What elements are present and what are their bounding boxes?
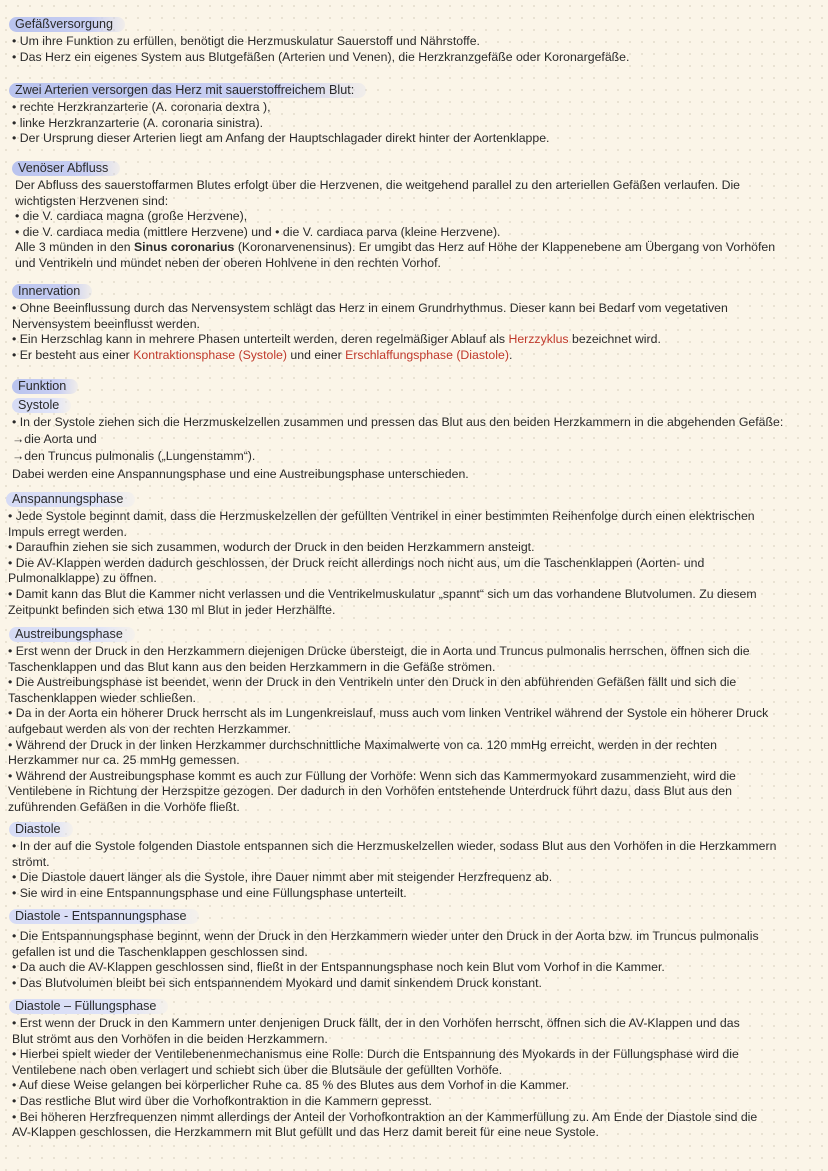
- text-line: aufgebaut werden als von der rechten Herzkammer.: [8, 721, 291, 736]
- term-herzzyklus: Herzzyklus: [508, 332, 569, 347]
- heading-systole: Systole: [12, 398, 71, 413]
- text-line: Blut strömt aus den Vorhöfen in die beiden Herzkammern.: [12, 1031, 328, 1046]
- text-line: • Daraufhin ziehen sie sich zusammen, wodurch der Druck in den beiden Herzkammern ansteigt.: [8, 540, 535, 555]
- text-line: • Damit kann das Blut die Kammer nicht verlassen und die Ventrikelmuskulatur „spannt“ sich um das vorhandene Blutvolumen. Zu diesem: [8, 586, 757, 601]
- text-line: • Hierbei spielt wieder der Ventilebenenmechanismus eine Rolle: Durch die Entspannung des Myokards in der Füllungsphase wird die: [12, 1047, 739, 1062]
- heading-venoeser-abfluss: Venöser Abfluss: [12, 161, 120, 176]
- text-line: [15, 240, 828, 256]
- text-span: (Koronarvenensinus). Er umgibt das Herz auf Höhe der Klappenebene am Übergang von Vorhöfen: [234, 240, 776, 255]
- text-line: • Das restliche Blut wird über die Vorhofkontraktion in die Kammern gepresst.: [12, 1093, 432, 1108]
- heading-anspannungsphase: Anspannungsphase: [6, 492, 135, 507]
- text-line: →den Truncus pulmonalis („Lungenstamm“).: [12, 449, 256, 464]
- text-line: Taschenklappen wieder schließen.: [8, 690, 196, 705]
- text-line: • Das Herz ein eigenes System aus Blutgefäßen (Arterien und Venen), die Herzkranzgefäße oder Koronargefäße.: [12, 49, 630, 64]
- text-line: Ventilebene nach oben verlagert und schiebt sich über die Blutsäule der gefüllten Vorhöfe.: [12, 1062, 503, 1077]
- text-line: • Während der Austreibungsphase kommt es auch zur Füllung der Vorhöfe: Wenn sich das Kammermyokard zusammenzieht, wird die: [8, 768, 736, 783]
- text-line: • Da in der Aorta ein höherer Druck herrscht als im Lungenkreislauf, muss auch vom linken Ventrikel während der Systole ein höherer Druck: [8, 706, 769, 721]
- section-funktion: [0, 379, 828, 482]
- text-line: • Bei höheren Herzfrequenzen nimmt allerdings der Anteil der Vorhofkontraktion an der Kammerfüllung zu. Am Ende der Diastole sind die: [12, 1109, 758, 1124]
- text-line: • Da auch die AV-Klappen geschlossen sind, fließt in der Entspannungsphase noch kein Blut vom Vorhof in die Kammer.: [12, 960, 665, 975]
- text-line: wichtigsten Herzvenen sind:: [15, 193, 169, 208]
- text-line: • Die Entspannungsphase beginnt, wenn der Druck in den Herzkammern wieder unter den Druck in der Aorta bzw. im Truncus pulmonalis: [12, 929, 759, 943]
- text-line: Zeitpunkt befinden sich etwa 130 ml Blut in jeder Herzhälfte.: [8, 602, 336, 617]
- text-line: Dabei werden eine Anspannungsphase und eine Austreibungsphase unterschieden.: [12, 466, 469, 481]
- heading-diastole: Diastole: [9, 822, 73, 837]
- text-line: • Sie wird in eine Entspannungsphase und eine Füllungsphase unterteilt.: [12, 885, 407, 900]
- text-span: bezeichnet wird.: [568, 332, 661, 347]
- text-line: • Der Ursprung dieser Arterien liegt am Anfang der Hauptschlagader direkt hinter der Aortenklappe.: [12, 131, 550, 146]
- heading-fuellungsphase: Diastole – Füllungsphase: [9, 999, 168, 1014]
- section-venoeser-abfluss: [0, 161, 828, 272]
- heading-arterien: Zwei Arterien versorgen das Herz mit sauerstoffreichem Blut:: [9, 83, 366, 98]
- section-entspannungsphase: [0, 909, 828, 991]
- term-kontraktionsphase: Kontraktionsphase (Systole): [133, 347, 287, 362]
- text-line: gefallen ist und die Taschenklappen geschlossen sind.: [12, 944, 308, 959]
- text-line: Ventilebene in Richtung der Herzspitze gezogen. Der dadurch in den Vorhöfen entstehende Unterdruck führt dazu, dass Blut aus den: [8, 784, 732, 799]
- text-line: • Auf diese Weise gelangen bei körperlicher Ruhe ca. 85 % des Blutes aus dem Vorhof in die Kammer.: [12, 1078, 570, 1093]
- text-line: • Ohne Beeinflussung durch das Nervensystem schlägt das Herz in einem Grundrhythmus. Dieser kann bei Bedarf vom vegetativen: [12, 301, 728, 315]
- text-line: • Die AV-Klappen werden dadurch geschlossen, der Druck reicht allerdings noch nicht aus, um die Taschenklappen (Aorten- und: [8, 555, 705, 570]
- text-line: [12, 332, 828, 348]
- term-sinus-coronarius: Sinus coronarius: [133, 240, 235, 255]
- section-diastole: [0, 822, 828, 901]
- text-line: →die Aorta und: [12, 431, 97, 446]
- text-line: • In der Systole ziehen sich die Herzmuskelzellen zusammen und pressen das Blut aus den beiden Herzkammern in die abgehenden Gefäße:: [12, 415, 784, 429]
- section-fuellungsphase: [0, 999, 828, 1141]
- text-line: • In der auf die Systole folgenden Diastole entspannen sich die Herzmuskelzellen wieder, sodass Blut aus den Vorhöfen in die Herzkammern: [12, 839, 777, 853]
- text-span: .: [508, 347, 513, 362]
- text-line: • Um ihre Funktion zu erfüllen, benötigt die Herzmuskulatur Sauerstoff und Nährstoffe.: [12, 34, 480, 48]
- text-line: • die V. cardiaca media (mittlere Herzvene) und • die V. cardiaca parva (kleine Herzvene).: [15, 224, 501, 239]
- text-line: Pulmonalklappe) zu öffnen.: [8, 571, 157, 586]
- heading-funktion: Funktion: [12, 379, 78, 394]
- text-line: Taschenklappen und das Blut kann aus den beiden Herzkammern in die Gefäße strömen.: [8, 659, 496, 674]
- text-line: zuführenden Gefäßen in die Vorhöfe fließt.: [8, 799, 240, 814]
- text-line: Nervensystem beeinflusst werden.: [12, 316, 200, 331]
- text-span: Alle 3 münden in den: [15, 240, 134, 255]
- text-line: • Das Blutvolumen bleibt bei sich entspannendem Myokard und damit sinkendem Druck konstant.: [12, 975, 542, 990]
- text-line: Der Abfluss des sauerstoffarmen Blutes erfolgt über die Herzvenen, die weitgehend parallel zu den arteriellen Gefäßen verlaufen. Die: [15, 178, 741, 192]
- text-line: • Die Diastole dauert länger als die Systole, ihre Dauer nimmt aber mit steigender Herzfrequenz ab.: [12, 870, 553, 885]
- section-innervation: [0, 284, 828, 363]
- heading-entspannungsphase: Diastole - Entspannungsphase: [9, 909, 199, 924]
- text-line: • Die Austreibungsphase ist beendet, wenn der Druck in den Ventrikeln unter den Druck in den abführenden Gefäßen fällt und sich die: [8, 675, 737, 690]
- section-anspannungsphase: [0, 492, 828, 618]
- text-span: und einer: [287, 347, 346, 362]
- text-line: • linke Herzkranzarterie (A. coronaria sinistra).: [12, 115, 264, 130]
- section-gefaessversorgung: [0, 17, 828, 65]
- text-line: und Ventrikeln und mündet neben der oberen Hohlvene in den rechten Vorhof.: [15, 255, 441, 270]
- text-line: AV-Klappen geschlossen, die Herzkammern mit Blut gefüllt und das Herz damit bereit für eine neue Systole.: [12, 1125, 599, 1140]
- heading-innervation: Innervation: [12, 284, 92, 299]
- text-span: • Er besteht aus einer: [12, 347, 134, 362]
- text-span: • Ein Herzschlag kann in mehrere Phasen unterteilt werden, deren regelmäßiger Ablauf als: [12, 332, 509, 347]
- text-line: Impuls erregt werden.: [8, 524, 127, 539]
- section-arterien: [0, 83, 828, 147]
- text-line: [12, 348, 828, 364]
- text-line: Herzkammer nur ca. 25 mmHg gemessen.: [8, 753, 240, 768]
- text-line: • rechte Herzkranzarterie (A. coronaria dextra ),: [12, 100, 271, 114]
- section-austreibungsphase: [0, 627, 828, 816]
- text-line: • Jede Systole beginnt damit, dass die Herzmuskelzellen der gefüllten Ventrikel in einer bestimmten Reihenfolge durch einen elektrischen: [8, 509, 755, 523]
- term-erschlaffungsphase: Erschlaffungsphase (Diastole): [345, 347, 509, 362]
- text-line: • die V. cardiaca magna (große Herzvene),: [15, 209, 248, 224]
- text-line: • Während der Druck in der linken Herzkammer durchschnittliche Maximalwerte von ca. 120 mmHg erreicht, werden in der rechten: [8, 737, 717, 752]
- text-line: • Erst wenn der Druck in den Herzkammern diejenigen Drücke übersteigt, die in Aorta und Truncus pulmonalis herrschen, öffnen sich die: [8, 644, 750, 658]
- heading-gefaessversorgung: Gefäßversorgung: [9, 17, 125, 32]
- text-line: strömt.: [12, 854, 50, 869]
- text-line: • Erst wenn der Druck in den Kammern unter denjenigen Druck fällt, der in den Vorhöfen herrscht, öffnen sich die AV-Klappen und das: [12, 1016, 740, 1030]
- heading-austreibungsphase: Austreibungsphase: [9, 627, 135, 642]
